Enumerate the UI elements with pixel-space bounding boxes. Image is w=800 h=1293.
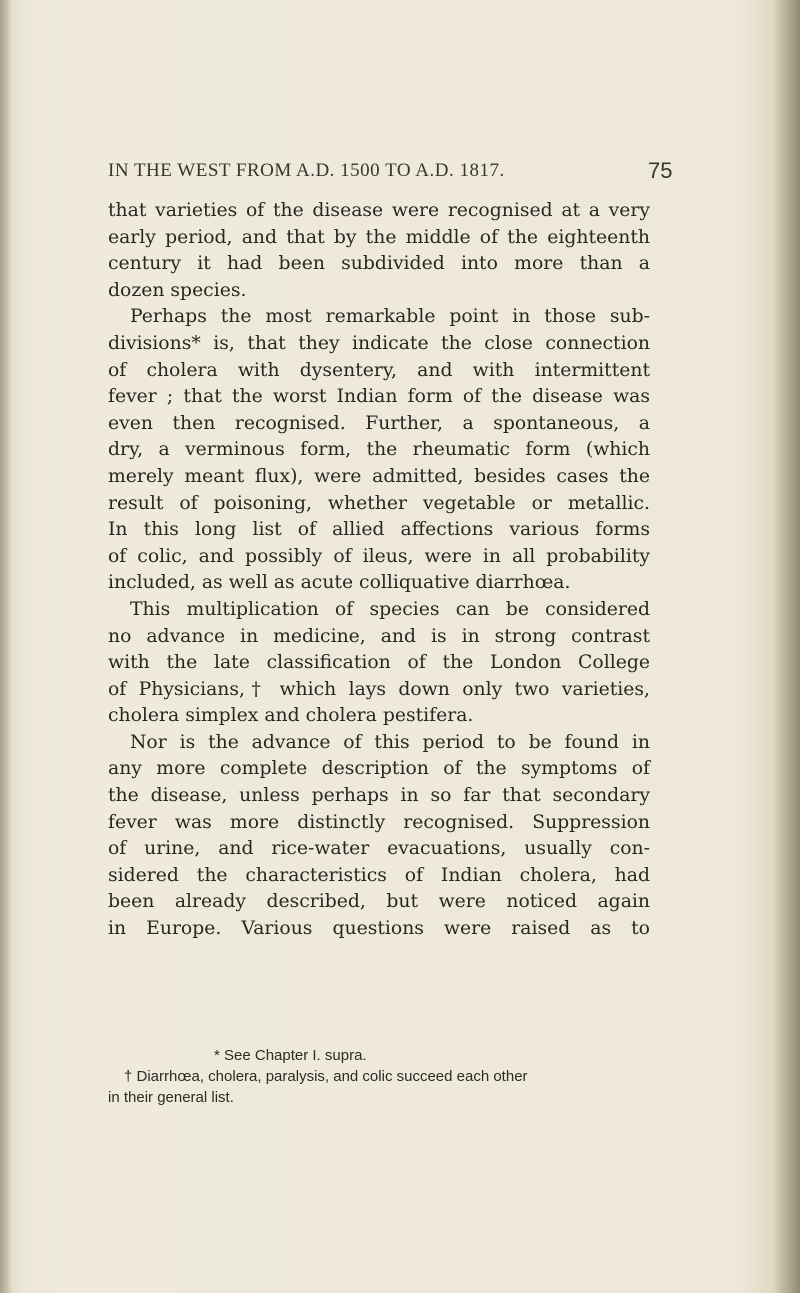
page-gutter-shadow xyxy=(0,0,12,1293)
text-line: been already described, but were noticed again xyxy=(108,891,650,913)
text-line: of colic, and possibly of ileus, were in all probability xyxy=(108,545,650,567)
text-line: Nor is the advance of this period to be found in xyxy=(130,731,650,753)
text-line: in Europe. Various questions were raised as to xyxy=(108,918,650,940)
text-line: fever ; that the worst Indian form of the disease was xyxy=(108,386,650,408)
text-line: with the late classification of the London College xyxy=(108,652,650,674)
text-line: divisions* is, that they indicate the close connection xyxy=(108,332,650,354)
text-line: century it had been subdivided into more than a xyxy=(108,253,650,275)
footnote: † Diarrhœa, cholera, paralysis, and colic succeed each other xyxy=(124,1068,528,1085)
text-line: fever was more distinctly recognised. Suppression xyxy=(108,811,650,833)
text-line: result of poisoning, whether vegetable or metallic. xyxy=(108,492,650,514)
text-line: In this long list of allied affections various forms xyxy=(108,519,650,541)
text-line: Perhaps the most remarkable point in those sub- xyxy=(130,306,650,328)
text-line: dry, a verminous form, the rheumatic form (which xyxy=(108,439,650,461)
text-line: included, as well as acute colliquative diarrhœa. xyxy=(108,572,571,594)
footnotes xyxy=(108,1045,650,1108)
footnote: * See Chapter I. supra. xyxy=(214,1047,367,1064)
text-line: of Physicians,† which lays down only two varieties, xyxy=(108,678,650,700)
text-line: the disease, unless perhaps in so far that secondary xyxy=(108,785,650,807)
text-line: sidered the characteristics of Indian cholera, had xyxy=(108,864,650,886)
text-line: that varieties of the disease were recognised at a very xyxy=(108,200,650,221)
text-line: no advance in medicine, and is in strong contrast xyxy=(108,625,650,647)
text-line: This multiplication of species can be considered xyxy=(130,598,650,620)
page-number: 75 xyxy=(648,158,673,183)
text-line: of urine, and rice-water evacuations, usually con- xyxy=(108,838,650,860)
running-head xyxy=(108,160,708,182)
body-text xyxy=(108,198,650,943)
text-line: any more complete description of the symptoms of xyxy=(108,758,650,780)
text-line: of cholera with dysentery, and with intermittent xyxy=(108,359,650,381)
text-line: early period, and that by the middle of the eighteenth xyxy=(108,226,650,248)
page-edge xyxy=(772,0,800,1293)
text-line: cholera simplex and cholera pestifera. xyxy=(108,705,474,727)
running-head-text: IN THE WEST FROM A.D. 1500 TO A.D. 1817. xyxy=(108,160,505,181)
text-line: dozen species. xyxy=(108,279,247,301)
text-line: merely meant flux), were admitted, besides cases the xyxy=(108,465,650,487)
footnote: in their general list. xyxy=(108,1089,234,1106)
text-line: even then recognised. Further, a spontaneous, a xyxy=(108,412,650,434)
